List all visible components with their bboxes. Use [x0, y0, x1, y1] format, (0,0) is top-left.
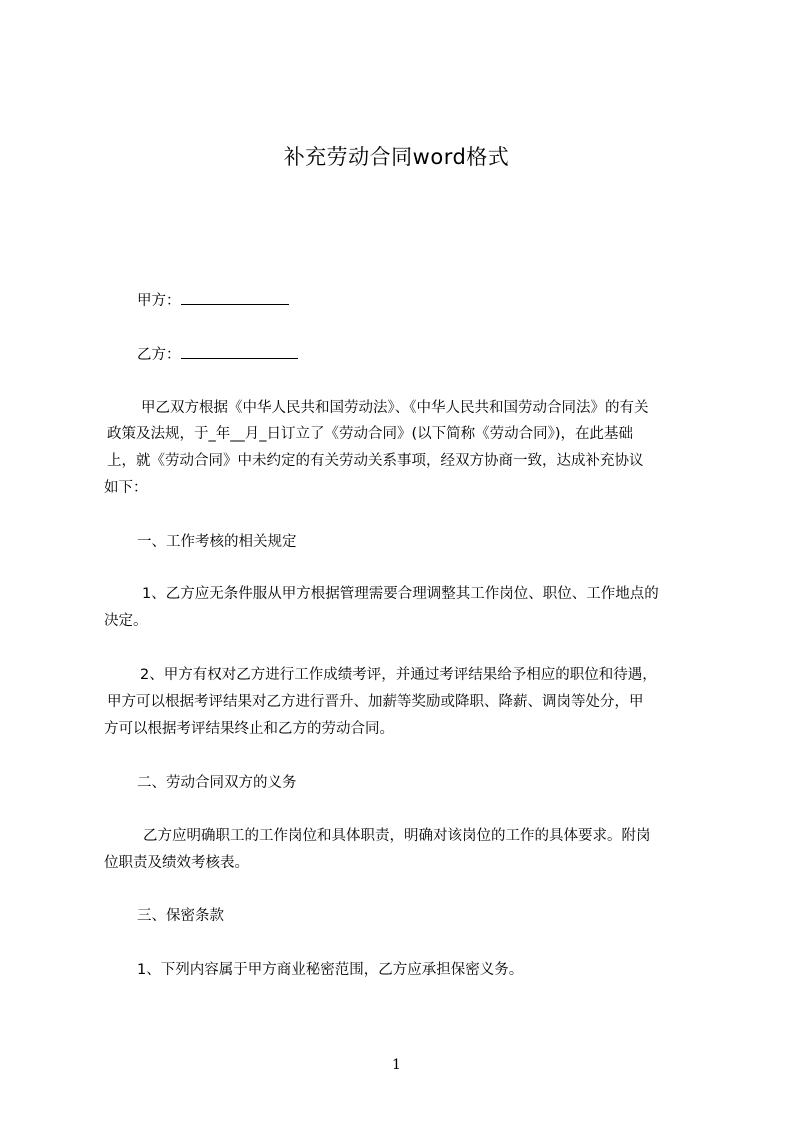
party-b-label: 乙方：: [137, 347, 181, 363]
party-a-label: 甲方：: [137, 293, 181, 309]
intro-line-1: 甲乙双方根据《中华人民共和国劳动法》、《中华人民共和国劳动合同法》的有关: [141, 400, 649, 416]
section2-para-line1: 乙方应明确职工的工作岗位和具体职责，明确对该岗位的工作的具体要求。附岗: [143, 828, 651, 844]
section1-heading: 一、工作考核的相关规定: [137, 534, 297, 550]
page-number: 1: [392, 1057, 401, 1073]
party-a-blank: [181, 290, 289, 305]
section2-para-line2: 位职责及绩效考核表。: [104, 855, 249, 871]
party-b-line: [137, 344, 298, 365]
intro-line-4: 如下：: [104, 480, 148, 496]
section1-item1-line1: 1、乙方应无条件服从甲方根据管理需要合理调整其工作岗位、职位、工作地点的: [142, 586, 659, 602]
section1-item2-line3: 方可以根据考评结果终止和乙方的劳动合同。: [104, 721, 394, 737]
document-title: 补充劳动合同word格式: [283, 145, 510, 169]
section2-heading: 二、劳动合同双方的义务: [137, 775, 297, 791]
section1-item2-line1: 2、甲方有权对乙方进行工作成绩考评，并通过考评结果给予相应的职位和待遇，: [140, 667, 657, 683]
party-a-line: [137, 290, 289, 311]
intro-line-3: 上，就《劳动合同》中未约定的有关劳动关系事项，经双方协商一致，达成补充协议: [107, 453, 644, 469]
section1-item1-line2: 决定。: [104, 613, 148, 629]
section3-item1: 1、下列内容属于甲方商业秘密范围，乙方应承担保密义务。: [137, 962, 524, 978]
section3-heading: 三、保密条款: [137, 908, 224, 924]
section1-item2-line2: 甲方可以根据考评结果对乙方进行晋升、加薪等奖励或降职、降薪、调岗等处分，甲: [107, 694, 644, 710]
party-b-blank: [181, 344, 298, 359]
intro-line-2: 政策及法规，于_年__月_日订立了《劳动合同》(以下简称《劳动合同》)，在此基础: [107, 426, 634, 442]
